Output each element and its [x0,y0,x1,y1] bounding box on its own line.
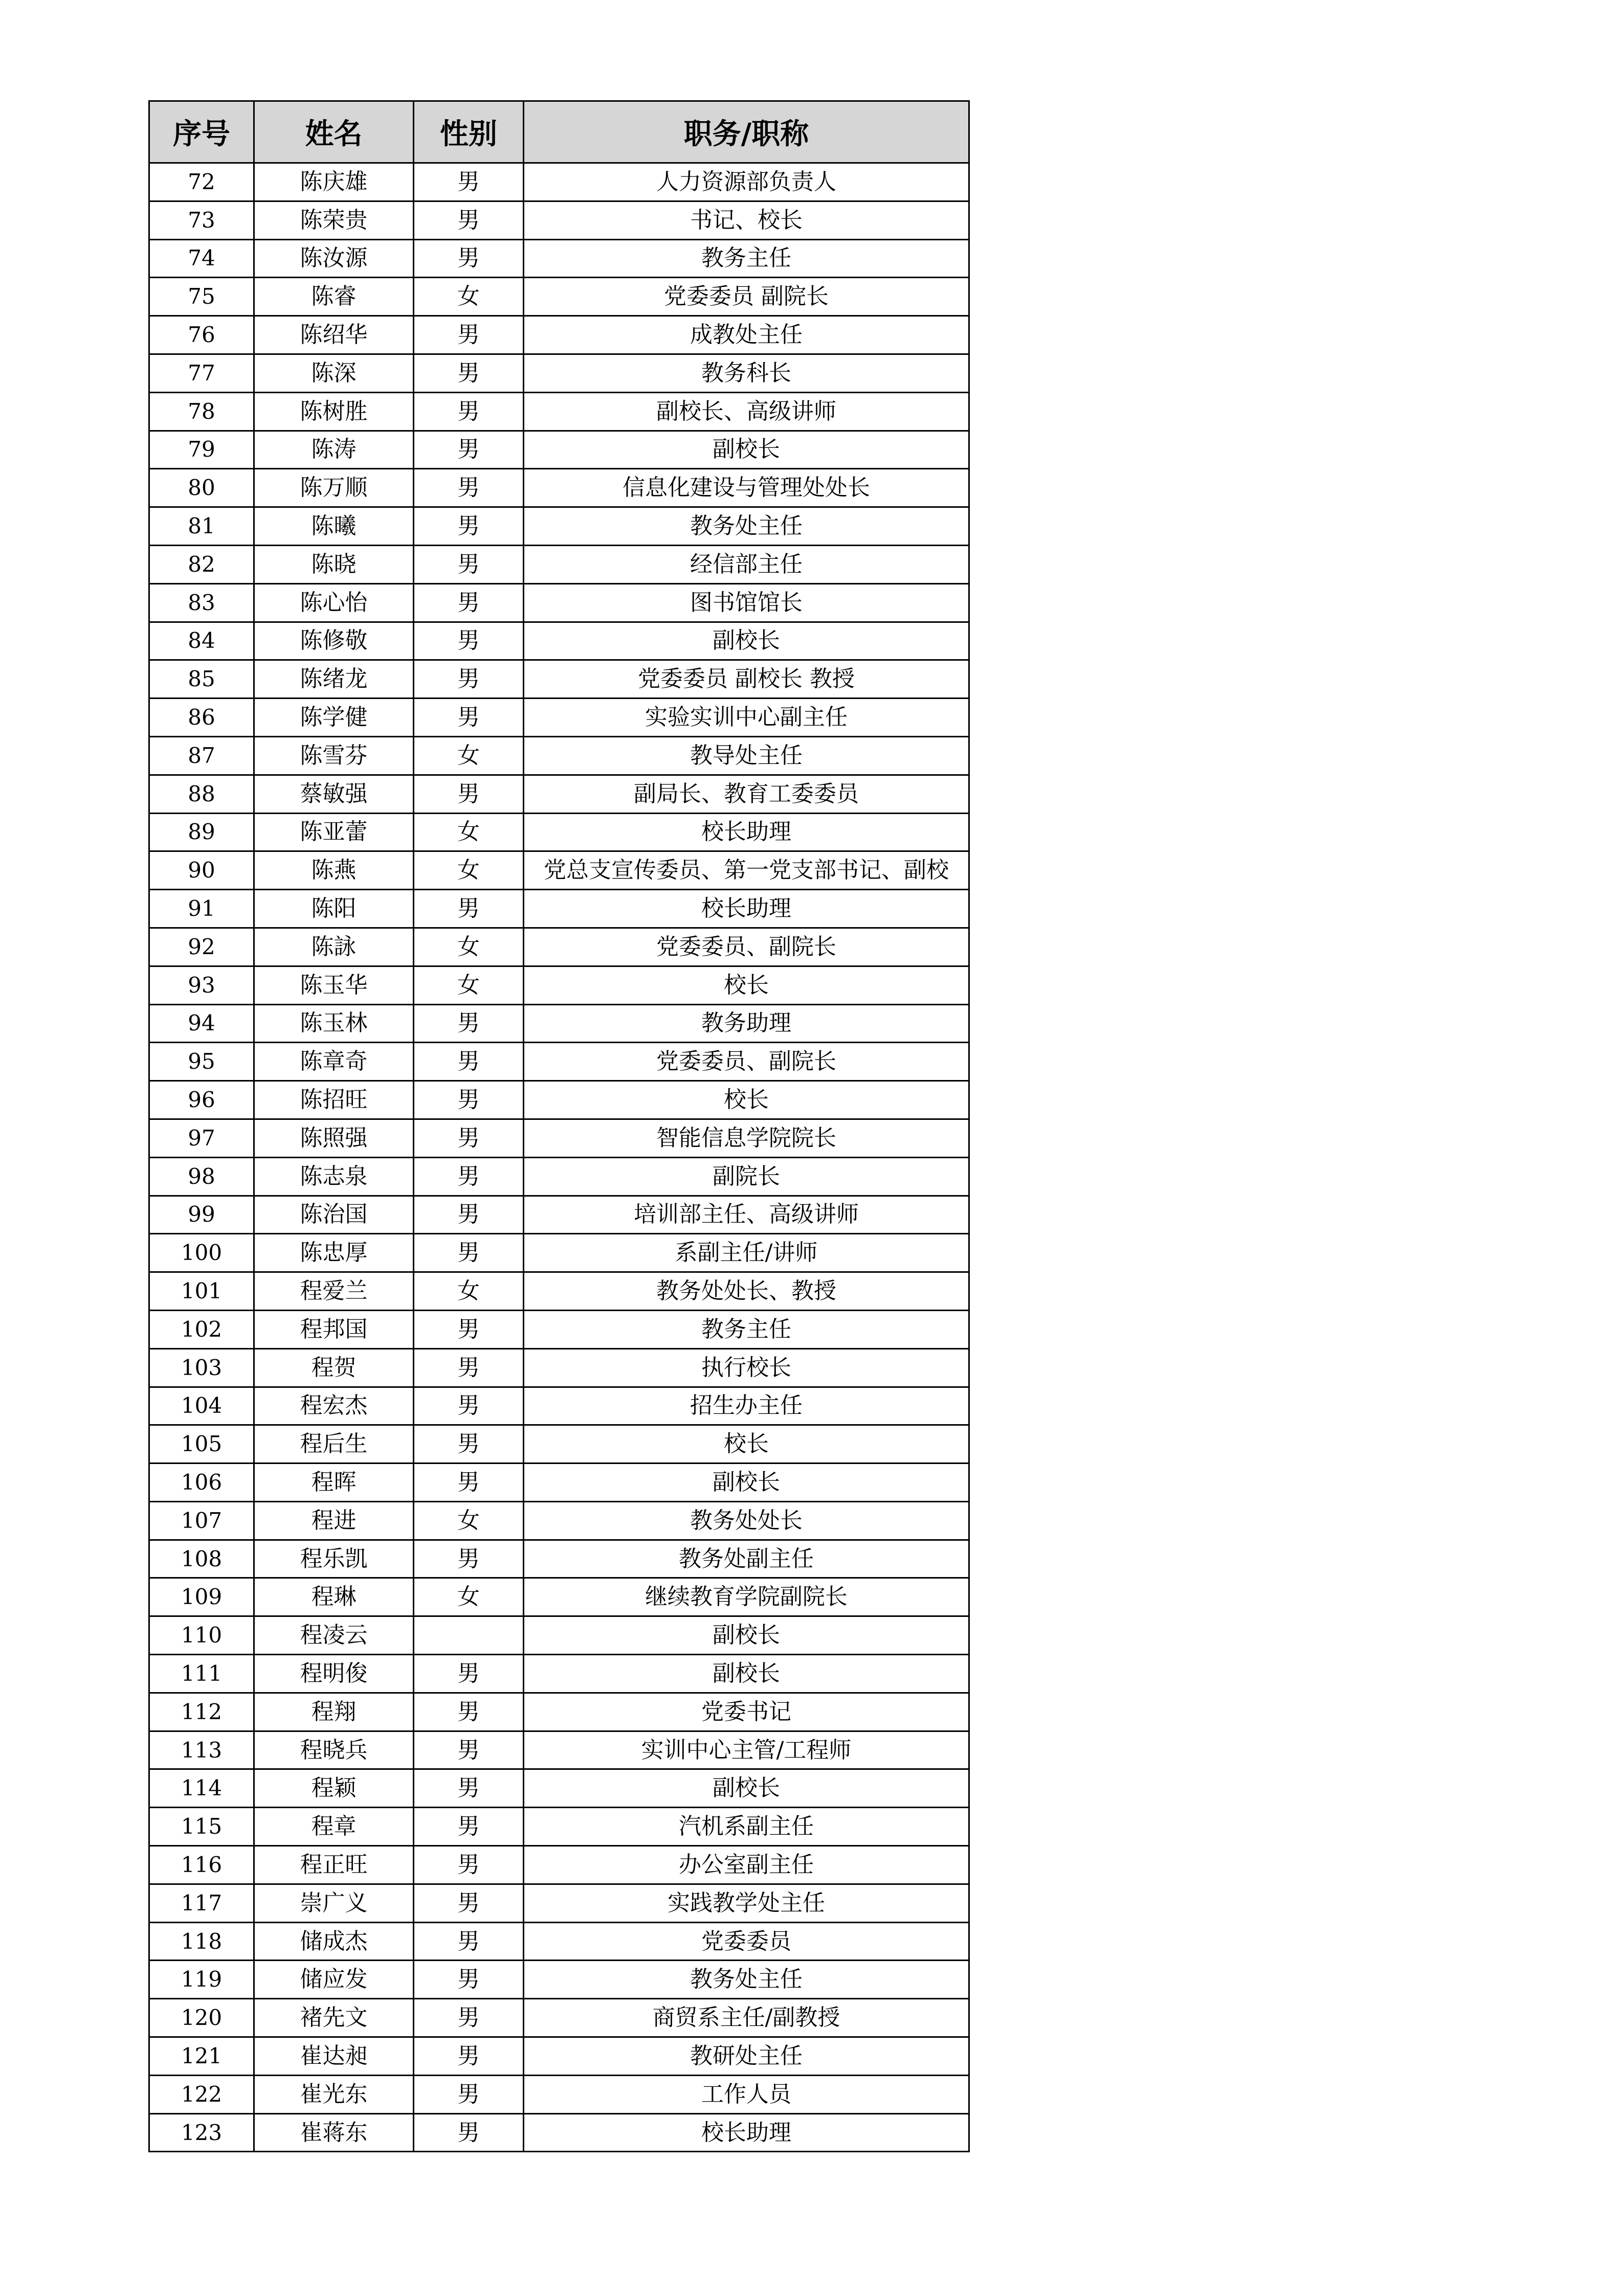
table-row [149,431,969,469]
gender-cell: 女 [414,813,524,851]
gender-cell: 男 [414,354,524,392]
name-cell: 褚先文 [254,1999,414,2037]
gender-cell: 男 [414,316,524,354]
name-cell: 程琳 [254,1578,414,1616]
name-cell: 崔蒋东 [254,2113,414,2152]
table-row [149,699,969,737]
position-title-cell: 图书馆馆长 [524,583,969,622]
gender-cell: 男 [414,1655,524,1693]
gender-cell: 男 [414,2075,524,2113]
gender-cell: 女 [414,966,524,1004]
name-cell: 陈晓 [254,545,414,583]
gender-cell: 男 [414,775,524,813]
gender-cell: 男 [414,431,524,469]
table-row [149,890,969,928]
header-position-title: 职务/职称 [524,101,969,163]
position-title-cell: 教研处主任 [524,2037,969,2076]
position-title-cell: 校长 [524,1081,969,1119]
serial-number-cell: 76 [149,316,254,354]
name-cell: 程进 [254,1501,414,1540]
gender-cell: 男 [414,1234,524,1272]
gender-cell: 女 [414,1501,524,1540]
table-row [149,813,969,851]
position-title-cell: 招生办主任 [524,1387,969,1425]
serial-number-cell: 119 [149,1961,254,1999]
table-row [149,545,969,583]
position-title-cell: 教务主任 [524,239,969,278]
name-cell: 储成杰 [254,1922,414,1961]
position-title-cell: 党委委员 [524,1922,969,1961]
name-cell: 陈雪芬 [254,736,414,775]
position-title-cell: 党委委员、副院长 [524,928,969,966]
gender-cell: 男 [414,1999,524,2037]
position-title-cell: 教导处主任 [524,736,969,775]
table-row [149,622,969,660]
position-title-cell: 教务处处长 [524,1501,969,1540]
table-row [149,1922,969,1961]
gender-cell: 男 [414,1693,524,1731]
gender-cell: 男 [414,1961,524,1999]
gender-cell: 男 [414,1196,524,1234]
position-title-cell: 教务处主任 [524,507,969,546]
name-cell: 程乐凯 [254,1540,414,1578]
serial-number-cell: 89 [149,813,254,851]
table-row [149,1119,969,1157]
position-title-cell: 教务助理 [524,1004,969,1043]
position-title-cell: 党委委员 副院长 [524,278,969,316]
serial-number-cell: 123 [149,2113,254,2152]
table-row [149,278,969,316]
name-cell: 程颖 [254,1769,414,1808]
serial-number-cell: 100 [149,1234,254,1272]
table-row [149,1196,969,1234]
position-title-cell: 副校长 [524,622,969,660]
position-title-cell: 智能信息学院院长 [524,1119,969,1157]
gender-cell: 男 [414,1464,524,1502]
serial-number-cell: 77 [149,354,254,392]
table-row [149,239,969,278]
serial-number-cell: 96 [149,1081,254,1119]
table-row [149,1808,969,1846]
table-row [149,928,969,966]
table-row [149,1272,969,1311]
gender-cell: 男 [414,239,524,278]
serial-number-cell: 111 [149,1655,254,1693]
header-row [149,101,969,163]
gender-cell: 男 [414,1157,524,1196]
serial-number-cell: 110 [149,1616,254,1655]
name-cell: 陈修敬 [254,622,414,660]
serial-number-cell: 112 [149,1693,254,1731]
position-title-cell: 校长助理 [524,890,969,928]
table-row [149,1081,969,1119]
table-row [149,201,969,239]
gender-cell: 男 [414,622,524,660]
position-title-cell: 教务处处长、教授 [524,1272,969,1311]
serial-number-cell: 117 [149,1884,254,1922]
table-row [149,966,969,1004]
table-row [149,851,969,890]
serial-number-cell: 83 [149,583,254,622]
position-title-cell: 党总支宣传委员、第一党支部书记、副校 [524,851,969,890]
name-cell: 陈万顺 [254,469,414,507]
gender-cell: 男 [414,545,524,583]
gender-cell: 女 [414,928,524,966]
table-row [149,2037,969,2076]
serial-number-cell: 73 [149,201,254,239]
serial-number-cell: 80 [149,469,254,507]
table-row [149,1425,969,1464]
gender-cell: 男 [414,1769,524,1808]
header-name: 姓名 [254,101,414,163]
name-cell: 程晓兵 [254,1731,414,1769]
table-row [149,1884,969,1922]
table-header [149,101,969,163]
gender-cell: 女 [414,1272,524,1311]
serial-number-cell: 104 [149,1387,254,1425]
name-cell: 陈深 [254,354,414,392]
position-title-cell: 副局长、教育工委委员 [524,775,969,813]
table-row [149,1616,969,1655]
position-title-cell: 教务处主任 [524,1961,969,1999]
table-row [149,163,969,201]
gender-cell: 男 [414,1043,524,1081]
gender-cell: 女 [414,736,524,775]
name-cell: 陈亚蕾 [254,813,414,851]
serial-number-cell: 92 [149,928,254,966]
gender-cell: 男 [414,507,524,546]
serial-number-cell: 105 [149,1425,254,1464]
serial-number-cell: 122 [149,2075,254,2113]
position-title-cell: 经信部主任 [524,545,969,583]
name-cell: 陈荣贵 [254,201,414,239]
table-row [149,1157,969,1196]
table-row [149,469,969,507]
gender-cell: 男 [414,392,524,431]
name-cell: 陈忠厚 [254,1234,414,1272]
name-cell: 陈心怡 [254,583,414,622]
serial-number-cell: 108 [149,1540,254,1578]
serial-number-cell: 103 [149,1348,254,1387]
name-cell: 程后生 [254,1425,414,1464]
position-title-cell: 教务主任 [524,1310,969,1348]
table-row [149,2113,969,2152]
position-title-cell: 工作人员 [524,2075,969,2113]
serial-number-cell: 114 [149,1769,254,1808]
table-row [149,1387,969,1425]
header-serial-number: 序号 [149,101,254,163]
table-row [149,2075,969,2113]
name-cell: 陈阳 [254,890,414,928]
name-cell: 陈睿 [254,278,414,316]
name-cell: 程晖 [254,1464,414,1502]
table-body [149,163,969,2152]
name-cell: 陈学健 [254,699,414,737]
gender-cell: 男 [414,583,524,622]
position-title-cell: 继续教育学院副院长 [524,1578,969,1616]
table-row [149,507,969,546]
table-row [149,1501,969,1540]
serial-number-cell: 97 [149,1119,254,1157]
gender-cell: 女 [414,1578,524,1616]
gender-cell [414,1616,524,1655]
position-title-cell: 信息化建设与管理处处长 [524,469,969,507]
table-row [149,1961,969,1999]
name-cell: 崔达昶 [254,2037,414,2076]
position-title-cell: 书记、校长 [524,201,969,239]
name-cell: 陈绪龙 [254,660,414,699]
serial-number-cell: 91 [149,890,254,928]
name-cell: 崇广义 [254,1884,414,1922]
gender-cell: 男 [414,890,524,928]
serial-number-cell: 99 [149,1196,254,1234]
position-title-cell: 副校长 [524,431,969,469]
serial-number-cell: 106 [149,1464,254,1502]
position-title-cell: 商贸系主任/副教授 [524,1999,969,2037]
serial-number-cell: 98 [149,1157,254,1196]
name-cell: 陈玉华 [254,966,414,1004]
gender-cell: 男 [414,1348,524,1387]
name-cell: 陈涛 [254,431,414,469]
position-title-cell: 副校长 [524,1769,969,1808]
gender-cell: 男 [414,163,524,201]
table-row [149,1578,969,1616]
gender-cell: 男 [414,469,524,507]
name-cell: 程邦国 [254,1310,414,1348]
header-gender: 性别 [414,101,524,163]
position-title-cell: 校长 [524,1425,969,1464]
position-title-cell: 办公室副主任 [524,1846,969,1884]
gender-cell: 男 [414,1004,524,1043]
serial-number-cell: 78 [149,392,254,431]
name-cell: 储应发 [254,1961,414,1999]
gender-cell: 男 [414,1922,524,1961]
name-cell: 陈招旺 [254,1081,414,1119]
table-row [149,1999,969,2037]
gender-cell: 男 [414,1081,524,1119]
name-cell: 蔡敏强 [254,775,414,813]
position-title-cell: 教务科长 [524,354,969,392]
table-row [149,392,969,431]
table-row [149,1846,969,1884]
position-title-cell: 校长 [524,966,969,1004]
table-row [149,1310,969,1348]
table-row [149,1464,969,1502]
name-cell: 程宏杰 [254,1387,414,1425]
position-title-cell: 执行校长 [524,1348,969,1387]
table-row [149,354,969,392]
position-title-cell: 校长助理 [524,2113,969,2152]
position-title-cell: 校长助理 [524,813,969,851]
name-cell: 陈志泉 [254,1157,414,1196]
gender-cell: 男 [414,1310,524,1348]
table-row [149,1731,969,1769]
name-cell: 崔光东 [254,2075,414,2113]
name-cell: 陈章奇 [254,1043,414,1081]
table-row [149,1769,969,1808]
name-cell: 程贺 [254,1348,414,1387]
position-title-cell: 副校长、高级讲师 [524,392,969,431]
gender-cell: 男 [414,1119,524,1157]
serial-number-cell: 102 [149,1310,254,1348]
serial-number-cell: 90 [149,851,254,890]
serial-number-cell: 79 [149,431,254,469]
gender-cell: 男 [414,660,524,699]
position-title-cell: 党委书记 [524,1693,969,1731]
serial-number-cell: 81 [149,507,254,546]
name-cell: 陈燕 [254,851,414,890]
position-title-cell: 副校长 [524,1616,969,1655]
gender-cell: 女 [414,851,524,890]
position-title-cell: 成教处主任 [524,316,969,354]
serial-number-cell: 88 [149,775,254,813]
name-cell: 程翔 [254,1693,414,1731]
position-title-cell: 教务处副主任 [524,1540,969,1578]
serial-number-cell: 86 [149,699,254,737]
position-title-cell: 副校长 [524,1464,969,1502]
table-row [149,775,969,813]
serial-number-cell: 109 [149,1578,254,1616]
serial-number-cell: 121 [149,2037,254,2076]
gender-cell: 男 [414,1846,524,1884]
gender-cell: 女 [414,278,524,316]
gender-cell: 男 [414,1540,524,1578]
gender-cell: 男 [414,1425,524,1464]
name-cell: 陈庆雄 [254,163,414,201]
serial-number-cell: 84 [149,622,254,660]
table-row [149,1004,969,1043]
position-title-cell: 培训部主任、高级讲师 [524,1196,969,1234]
name-cell: 陈玉林 [254,1004,414,1043]
name-cell: 陈照强 [254,1119,414,1157]
serial-number-cell: 115 [149,1808,254,1846]
serial-number-cell: 118 [149,1922,254,1961]
position-title-cell: 实训中心主管/工程师 [524,1731,969,1769]
name-cell: 陈曦 [254,507,414,546]
name-cell: 陈汝源 [254,239,414,278]
serial-number-cell: 85 [149,660,254,699]
table-row [149,1348,969,1387]
name-cell: 程章 [254,1808,414,1846]
table-row [149,1693,969,1731]
position-title-cell: 系副主任/讲师 [524,1234,969,1272]
position-title-cell: 副院长 [524,1157,969,1196]
table-row [149,583,969,622]
position-title-cell: 人力资源部负责人 [524,163,969,201]
position-title-cell: 汽机系副主任 [524,1808,969,1846]
position-title-cell: 副校长 [524,1655,969,1693]
gender-cell: 男 [414,2113,524,2152]
position-title-cell: 实践教学处主任 [524,1884,969,1922]
name-cell: 陈树胜 [254,392,414,431]
table-row [149,1234,969,1272]
name-cell: 程爱兰 [254,1272,414,1311]
serial-number-cell: 116 [149,1846,254,1884]
gender-cell: 男 [414,2037,524,2076]
serial-number-cell: 72 [149,163,254,201]
serial-number-cell: 107 [149,1501,254,1540]
staff-table [148,100,970,2152]
gender-cell: 男 [414,1731,524,1769]
table-row [149,736,969,775]
gender-cell: 男 [414,201,524,239]
table-row [149,1043,969,1081]
serial-number-cell: 113 [149,1731,254,1769]
serial-number-cell: 95 [149,1043,254,1081]
gender-cell: 男 [414,1884,524,1922]
serial-number-cell: 75 [149,278,254,316]
position-title-cell: 实验实训中心副主任 [524,699,969,737]
name-cell: 陈詠 [254,928,414,966]
name-cell: 陈治国 [254,1196,414,1234]
position-title-cell: 党委委员 副校长 教授 [524,660,969,699]
serial-number-cell: 120 [149,1999,254,2037]
table-row [149,316,969,354]
table-row [149,1655,969,1693]
name-cell: 程正旺 [254,1846,414,1884]
serial-number-cell: 82 [149,545,254,583]
table-row [149,1540,969,1578]
name-cell: 程凌云 [254,1616,414,1655]
gender-cell: 男 [414,1808,524,1846]
gender-cell: 男 [414,699,524,737]
table-row [149,660,969,699]
serial-number-cell: 87 [149,736,254,775]
serial-number-cell: 101 [149,1272,254,1311]
name-cell: 程明俊 [254,1655,414,1693]
name-cell: 陈绍华 [254,316,414,354]
position-title-cell: 党委委员、副院长 [524,1043,969,1081]
serial-number-cell: 94 [149,1004,254,1043]
serial-number-cell: 93 [149,966,254,1004]
gender-cell: 男 [414,1387,524,1425]
serial-number-cell: 74 [149,239,254,278]
